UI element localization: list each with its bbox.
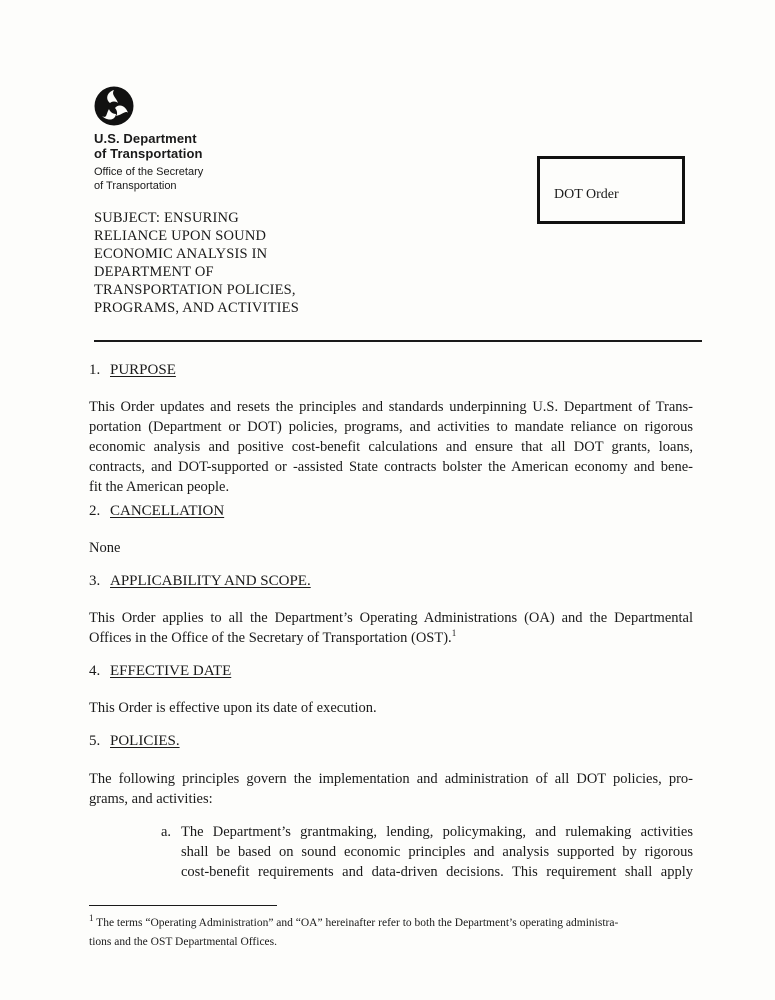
item-body [181, 822, 693, 882]
body-line: Offices in the Office of the Secretary of Transportation (OST). [89, 630, 452, 646]
body-line: portation (Department or DOT) policies, programs, and activities to mandate reliance on rigorous [89, 419, 693, 435]
section-body-effective-date [89, 698, 693, 718]
section-title: APPLICABILITY AND SCOPE. [110, 573, 311, 589]
section-title: CANCELLATION [110, 503, 225, 519]
section-body-purpose [89, 397, 693, 497]
section-body-policies [89, 769, 693, 809]
section-heading-applicability [89, 573, 311, 590]
agency-block [94, 131, 203, 193]
section-number: 2. [89, 503, 101, 519]
order-type-label: DOT Order [554, 187, 619, 202]
footnote-line-1 [89, 914, 693, 933]
dot-logo-icon [94, 86, 134, 126]
subject-line: TRANSPORTATION POLICIES, [94, 282, 296, 298]
item-line: shall be based on sound economic principles and analysis supported by rigorous [181, 844, 693, 860]
section-title: PURPOSE [110, 362, 176, 378]
section-number: 3. [89, 573, 101, 589]
section-number: 5. [89, 733, 101, 749]
office-name-line1: Office of the Secretary [94, 166, 204, 178]
section-body-applicability [89, 608, 693, 648]
body-line-with-footnote [89, 628, 693, 648]
order-type-box [537, 156, 685, 224]
body-line: grams, and activities: [89, 791, 213, 807]
body-line: The following principles govern the implementation and administration of all DOT policies, pro- [89, 771, 693, 787]
section-title: POLICIES. [110, 733, 180, 749]
item-marker: a. [161, 824, 172, 840]
subject-line: SUBJECT: ENSURING [94, 210, 239, 226]
footnote-reference: 1 [451, 628, 457, 639]
subject-line: ECONOMIC ANALYSIS IN [94, 246, 268, 262]
section-heading-purpose [89, 362, 176, 379]
footnote-text: tions and the OST Departmental Offices. [89, 936, 278, 948]
section-heading-cancellation [89, 503, 224, 520]
section-body-cancellation [89, 538, 693, 558]
footnote-text: The terms “Operating Administration” and “OA” hereinafter refer to both the Department’s operating administra- [96, 917, 619, 929]
section-title: EFFECTIVE DATE [110, 663, 232, 679]
section-number: 1. [89, 362, 101, 378]
department-name-line2: of Transportation [94, 146, 203, 161]
subject-block [94, 209, 299, 317]
body-line: economic analysis and positive cost-benefit calculations and ensure that all DOT grants, loans, [89, 439, 693, 455]
body-line: contracts, and DOT-supported or -assisted State contracts bolster the American economy and bene- [89, 459, 693, 475]
footnote-marker: 1 [89, 913, 94, 924]
subject-line: PROGRAMS, AND ACTIVITIES [94, 300, 300, 316]
subject-line: RELIANCE UPON SOUND [94, 228, 267, 244]
section-heading-effective-date [89, 663, 231, 680]
body-line: None [89, 540, 121, 556]
footnote-divider [89, 905, 277, 906]
department-name-line1: U.S. Department [94, 131, 197, 146]
header-divider [94, 340, 702, 342]
body-line: This Order updates and resets the principles and standards underpinning U.S. Department of Trans- [89, 399, 693, 415]
office-name-line2: of Transportation [94, 180, 177, 192]
body-line: This Order is effective upon its date of execution. [89, 700, 377, 716]
subject-line: DEPARTMENT OF [94, 264, 214, 280]
section-heading-policies [89, 733, 180, 750]
item-line: The Department’s grantmaking, lending, policymaking, and rulemaking activities [181, 824, 693, 840]
body-line: fit the American people. [89, 479, 230, 495]
section-number: 4. [89, 663, 101, 679]
office-name [94, 165, 203, 193]
item-line: cost-benefit requirements and data-driven decisions. This requirement shall apply [181, 864, 693, 880]
body-line: This Order applies to all the Department’s Operating Administrations (OA) and the Departmental [89, 610, 693, 626]
footnote [89, 914, 693, 952]
